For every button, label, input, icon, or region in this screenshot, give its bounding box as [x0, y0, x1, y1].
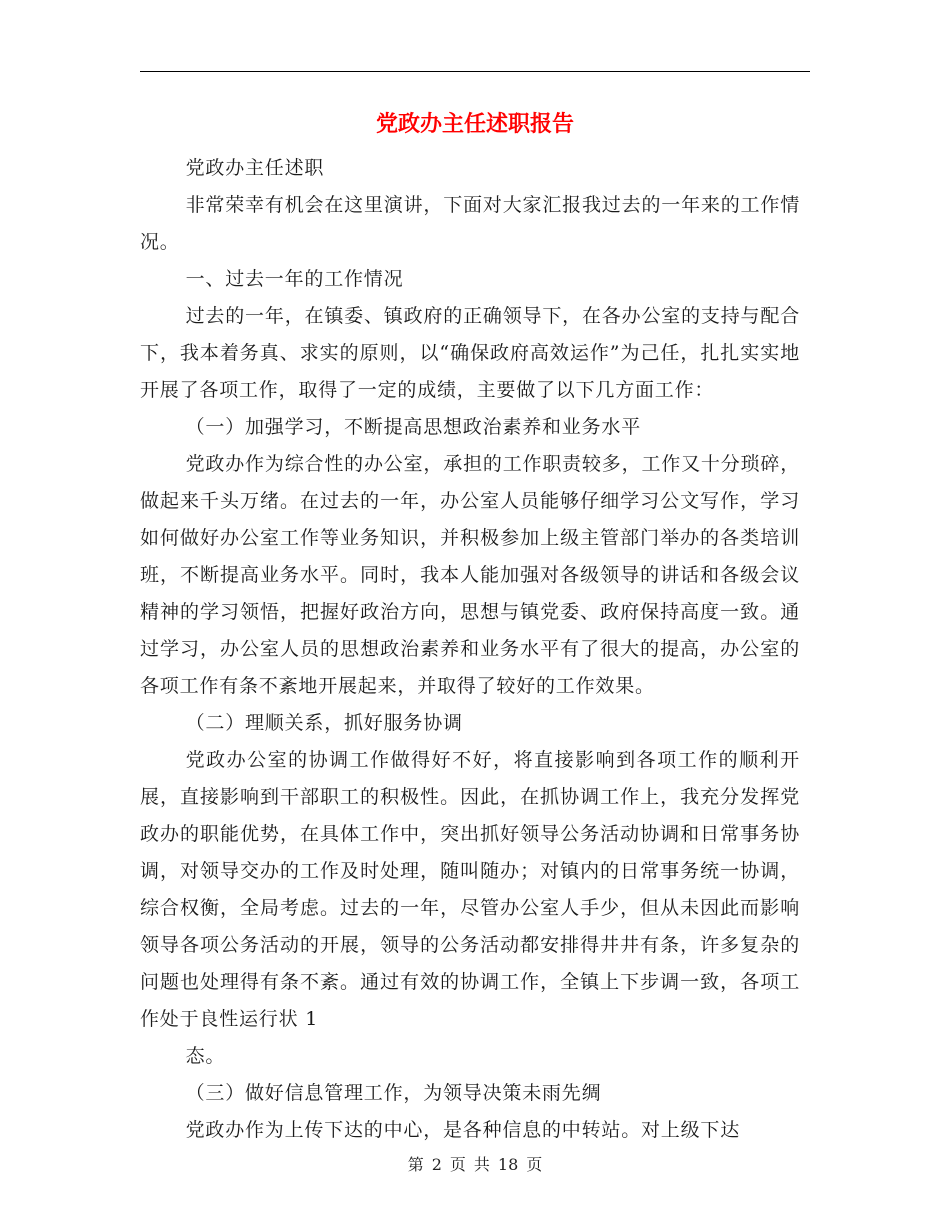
section-heading-1: 一、过去一年的工作情况	[185, 268, 404, 290]
header-rule	[140, 71, 810, 72]
subheading-1: （一）加强学习，不断提高思想政治素养和业务水平	[185, 416, 641, 438]
paragraph-salutation: 党政办主任述职	[185, 157, 325, 179]
paragraph-information: 党政办作为上传下达的中心，是各种信息的中转站。对上级下达	[185, 1119, 740, 1141]
footer-prefix: 第	[407, 1155, 424, 1174]
footer-suffix: 页	[526, 1155, 543, 1174]
footer-mid1: 页	[449, 1155, 466, 1174]
footer-current-page: 2	[431, 1155, 442, 1174]
subheading-2: （二）理顺关系，抓好服务协调	[185, 712, 463, 734]
paragraph-study: 党政办作为综合性的办公室，承担的工作职责较多，工作又十分琐碎，做起来千头万绪。在过去的一年，办公室人员能够仔细学习公文写作，学习如何做好办公室工作等业务知识，并积极参加上级主管部门举办的各类培训班，不断提高业务水平。同时，我本人能加强对各级领导的讲话和各级会议精神的学习领悟，把握好政治方向，思想与镇党委、政府保持高度一致。通过学习，办公室人员的思想政治素养和业务水平有了很大的提高，办公室的各项工作有条不紊地开展起来，并取得了较好的工作效果。	[140, 453, 800, 697]
subheading-3: （三）做好信息管理工作，为领导决策未雨先绸	[185, 1082, 602, 1104]
page-footer	[140, 1153, 810, 1177]
paragraph-continuation: 态。	[185, 1045, 226, 1067]
document-body	[140, 150, 800, 1149]
footer-total-pages: 18	[497, 1155, 519, 1174]
document-title: 党政办主任述职报告	[375, 111, 574, 137]
paragraph-intro: 非常荣幸有机会在这里演讲，下面对大家汇报我过去的一年来的工作情况。	[140, 194, 800, 253]
footer-mid2: 共	[473, 1155, 490, 1174]
paragraph-overview: 过去的一年，在镇委、镇政府的正确领导下，在各办公室的支持与配合下，我本着务真、求实的原则，以“确保政府高效运作”为己任，扎扎实实地开展了各项工作，取得了一定的成绩，主要做了以下几方面工作：	[140, 305, 800, 401]
paragraph-coordination: 党政办公室的协调工作做得好不好，将直接影响到各项工作的顺利开展，直接影响到干部职工的积极性。因此，在抓协调工作上，我充分发挥党政办的职能优势，在具体工作中，突出抓好领导公务活动协调和日常事务协调，对领导交办的工作及时处理，随叫随办；对镇内的日常事务统一协调，综合权衡，全局考虑。过去的一年，尽管办公室人手少，但从未因此而影响领导各项公务活动的开展，领导的公务活动都安排得井井有条，许多复杂的问题也处理得有条不紊。通过有效的协调工作，全镇上下步调一致，各项工作处于良性运行状 1	[140, 749, 800, 1030]
